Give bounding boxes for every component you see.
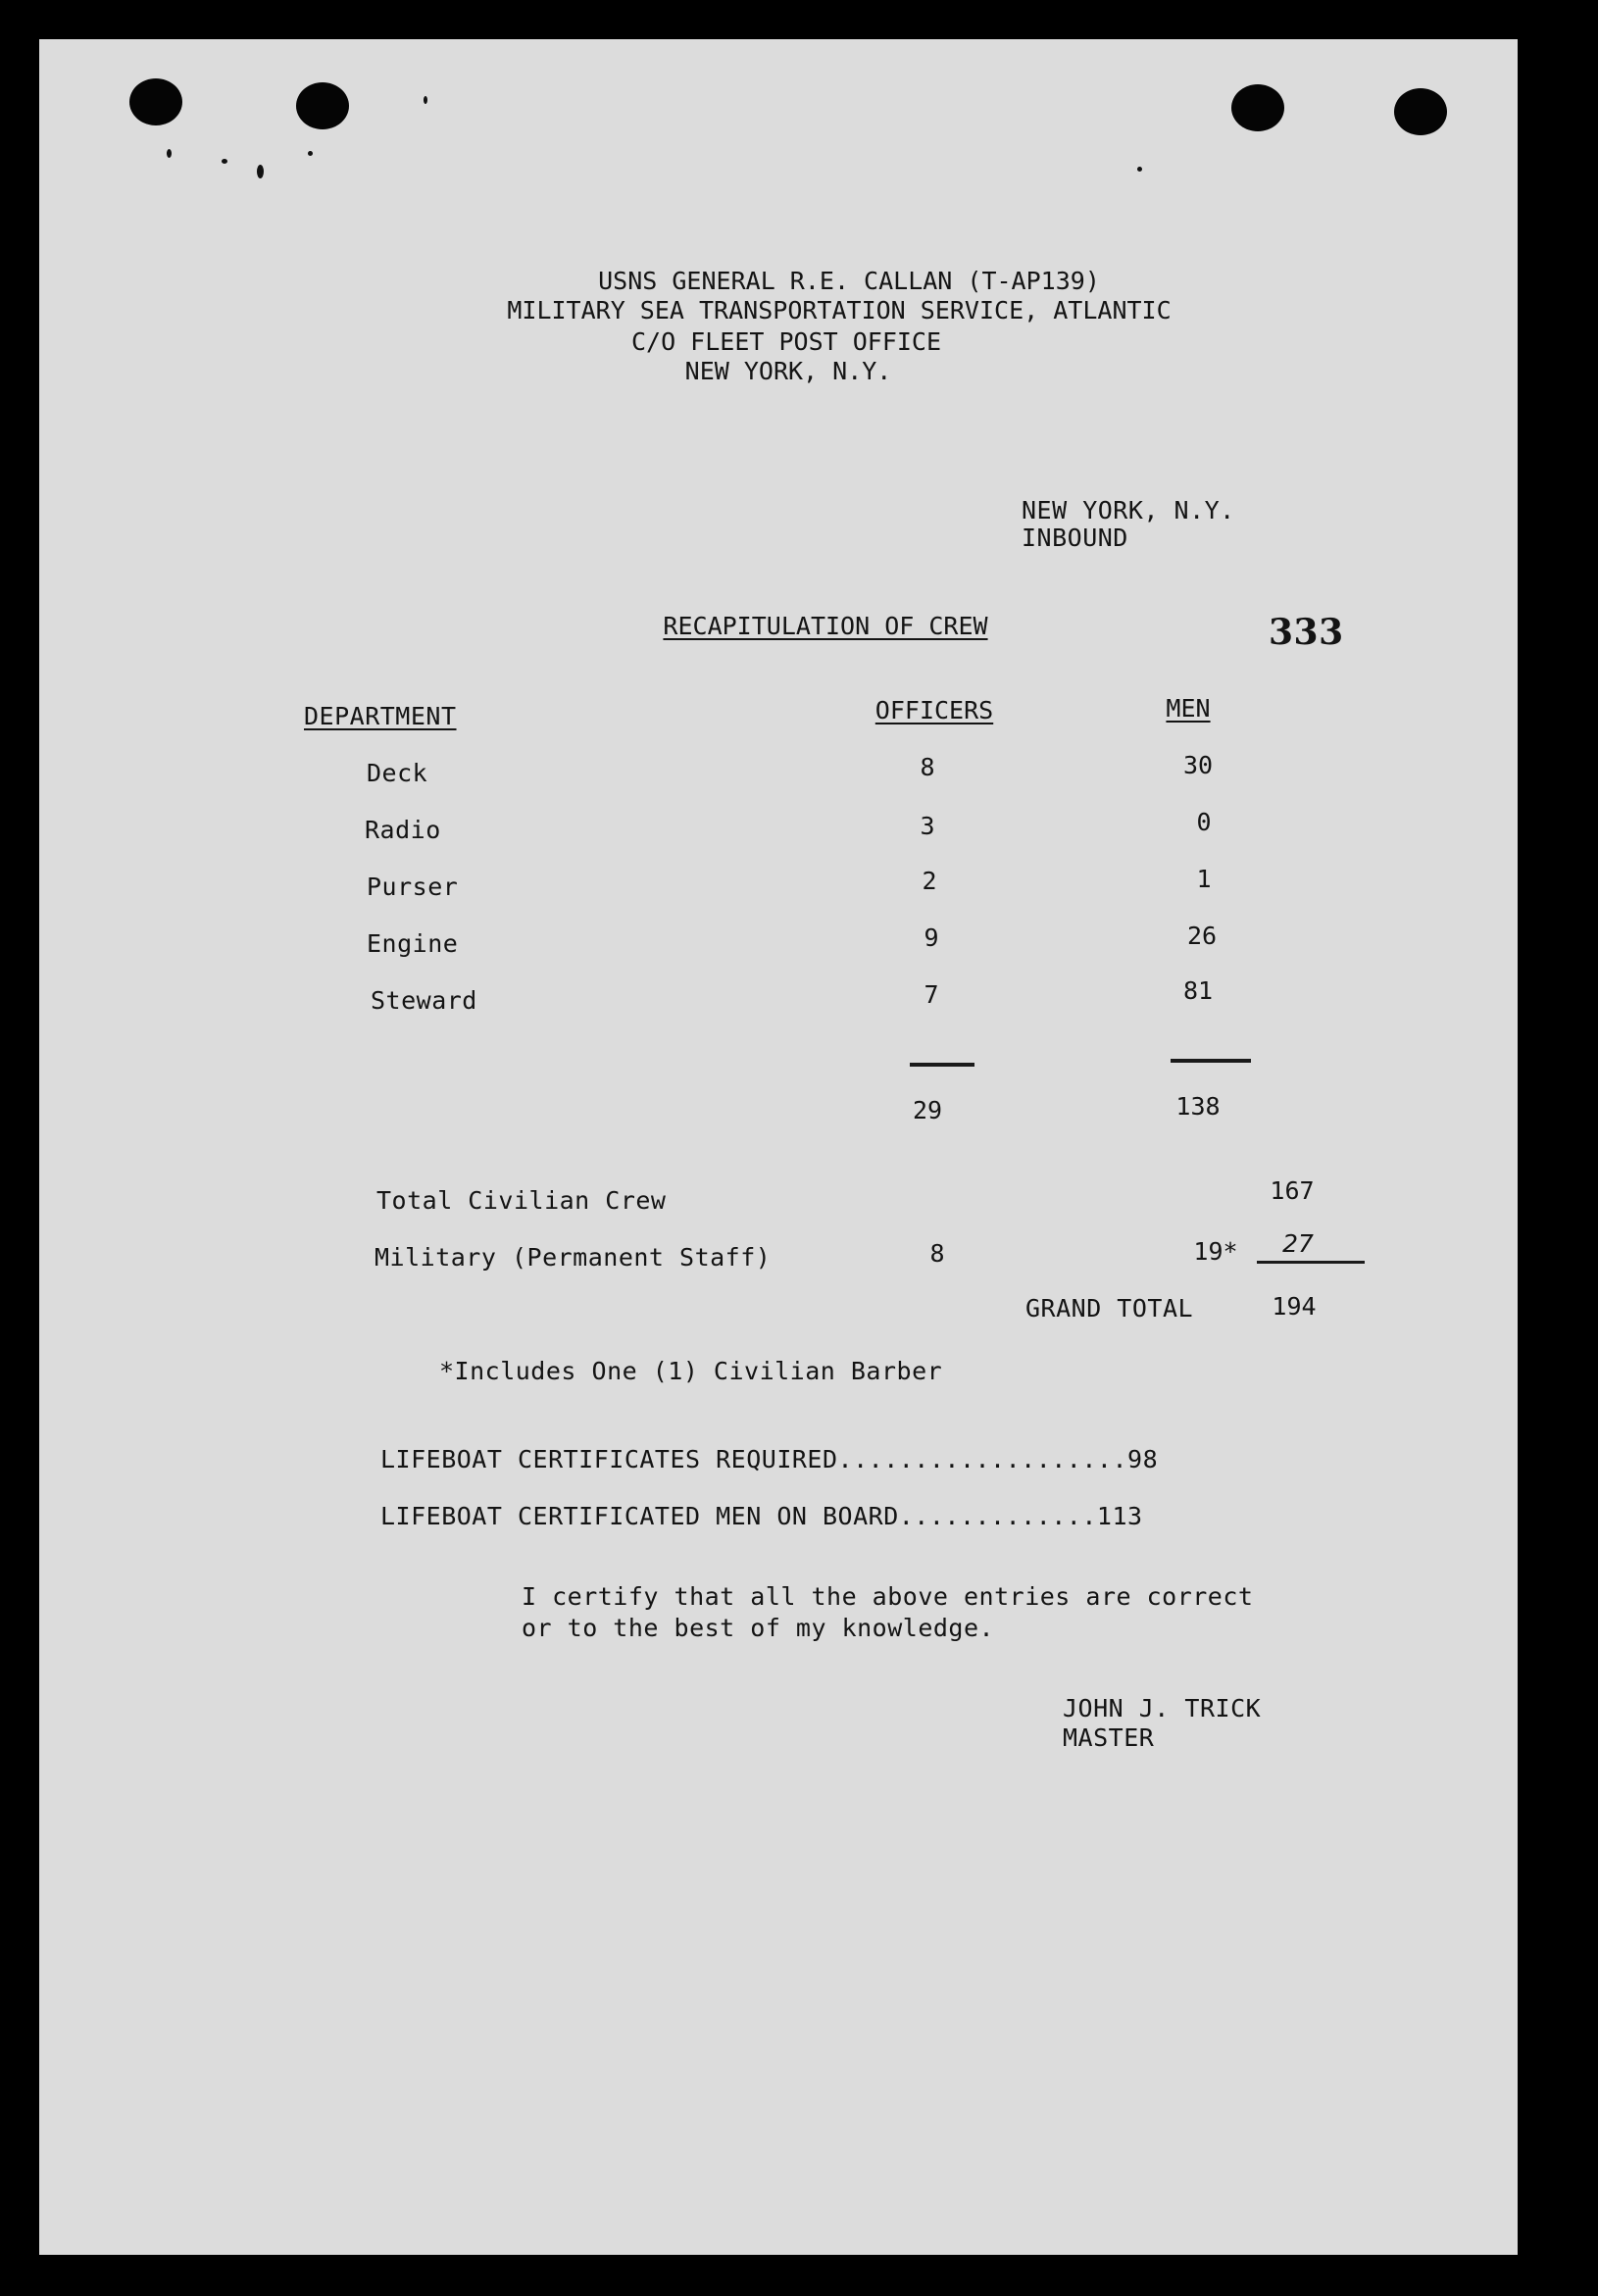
row-officers: 3 xyxy=(920,812,935,840)
row-department: Engine xyxy=(367,929,459,958)
lifeboat-on-board: LIFEBOAT CERTIFICATED MEN ON BOARD.............113 xyxy=(380,1502,1143,1530)
civilian-crew-label: Total Civilian Crew xyxy=(376,1186,667,1215)
letterhead-line: USNS GENERAL R.E. CALLAN (T-AP139) xyxy=(598,267,1100,295)
punch-hole xyxy=(1231,84,1284,131)
location-line: NEW YORK, N.Y. xyxy=(1022,496,1235,524)
punch-hole xyxy=(129,78,182,125)
military-men: 19* xyxy=(1193,1237,1238,1266)
footnote: *Includes One (1) Civilian Barber xyxy=(439,1357,943,1385)
location-line: INBOUND xyxy=(1022,524,1128,552)
row-department: Steward xyxy=(371,986,477,1015)
row-officers: 9 xyxy=(924,923,939,952)
civilian-crew-value: 167 xyxy=(1270,1176,1315,1205)
military-officers: 8 xyxy=(929,1239,945,1268)
page-number: 333 xyxy=(1269,612,1344,653)
row-men: 30 xyxy=(1182,751,1214,779)
row-men: 26 xyxy=(1186,922,1218,950)
row-men: 1 xyxy=(1196,865,1212,893)
header-men: MEN xyxy=(1166,694,1211,723)
letterhead-line: C/O FLEET POST OFFICE xyxy=(630,327,942,356)
header-department: DEPARTMENT xyxy=(304,702,457,730)
ink-speck xyxy=(222,159,227,164)
certification-line: I certify that all the above entries are correct xyxy=(522,1582,1254,1611)
row-men: 0 xyxy=(1196,808,1212,836)
signature-title: MASTER xyxy=(1063,1723,1155,1752)
total-rule xyxy=(1257,1261,1365,1264)
grand-total-label: GRAND TOTAL xyxy=(1025,1294,1194,1323)
page-title: RECAPITULATION OF CREW xyxy=(663,612,988,640)
row-officers: 2 xyxy=(922,867,937,895)
row-officers: 8 xyxy=(920,753,935,781)
sum-rule xyxy=(910,1063,974,1067)
subtotal-officers: 29 xyxy=(912,1096,943,1124)
ink-speck xyxy=(257,165,264,178)
signature-name: JOHN J. TRICK xyxy=(1063,1694,1262,1722)
ink-speck xyxy=(424,96,427,104)
punch-hole xyxy=(1394,88,1447,135)
row-department: Purser xyxy=(367,873,459,901)
letterhead-line: NEW YORK, N.Y. xyxy=(684,357,892,385)
row-officers: 7 xyxy=(924,980,939,1009)
sum-rule xyxy=(1171,1059,1251,1063)
ink-speck xyxy=(167,149,172,158)
row-men: 81 xyxy=(1182,976,1214,1005)
lifeboat-required: LIFEBOAT CERTIFICATES REQUIRED...................98 xyxy=(380,1445,1159,1473)
certification-line: or to the best of my knowledge. xyxy=(522,1614,995,1642)
military-label: Military (Permanent Staff) xyxy=(375,1243,772,1272)
row-department: Deck xyxy=(367,759,428,787)
row-department: Radio xyxy=(365,816,441,844)
ink-speck xyxy=(1137,167,1142,172)
grand-total-value: 194 xyxy=(1272,1292,1317,1321)
military-total: 27 xyxy=(1282,1229,1314,1258)
subtotal-men: 138 xyxy=(1175,1092,1221,1121)
letterhead-line: MILITARY SEA TRANSPORTATION SERVICE, ATLANTIC xyxy=(507,296,1172,324)
header-officers: OFFICERS xyxy=(874,696,994,724)
ink-speck xyxy=(308,151,313,156)
punch-hole xyxy=(296,82,349,129)
